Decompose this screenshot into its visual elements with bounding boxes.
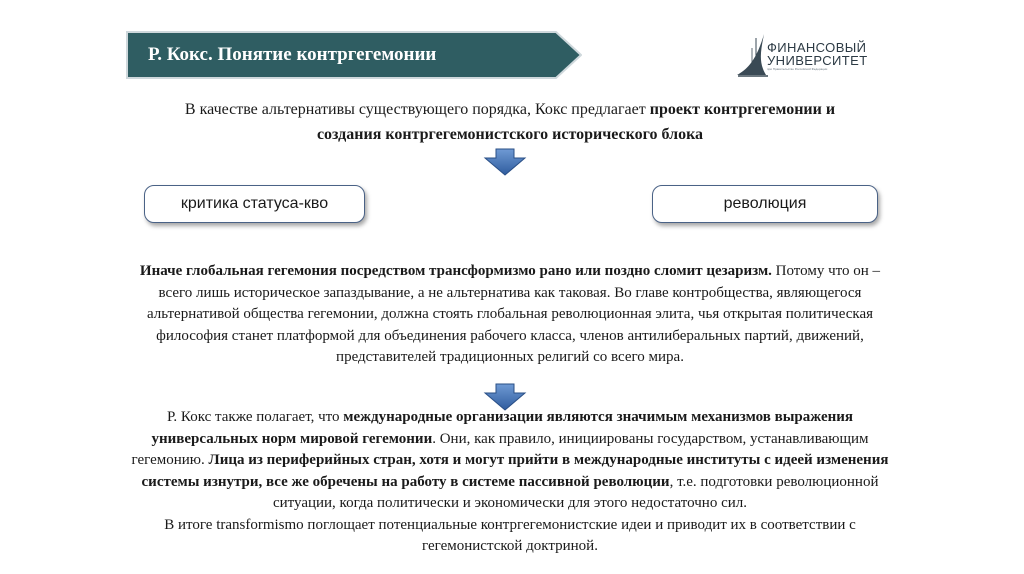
para2-bold1: международные организации являются значимым механизмов выражения универсальных норм мировой гегемонии xyxy=(151,409,854,447)
intro-bold: проект контргегемонии и создания контргегемонистского исторического блока xyxy=(316,101,836,143)
logo-text-line2: УНИВЕРСИТЕТ xyxy=(767,53,868,68)
para2-bold2: Лица из периферийных стран, хотя и могут прийти в международные институты с идеей изменения системы изнутри, все же обречены на работу в системе пассивной революции xyxy=(141,452,889,490)
university-logo xyxy=(736,32,886,78)
intro-normal: В качестве альтернативы существующего порядка, Кокс предлагает xyxy=(184,101,650,118)
paragraph-international-organizations xyxy=(130,407,890,558)
para1-normal: Потому что он – всего лишь историческое запаздывание, а не альтернатива как таковая. Во главе контробщества, являющегося альтернативой общества гегемонии, должна стоять глобальная революционная элита, чья открытая политическая философия станет платформой для объединения рабочего класса, членов антилиберальных партий, движений, представителей традиционных религий со всего мира. xyxy=(146,263,881,365)
down-arrow-icon xyxy=(483,148,527,176)
para2-text1: Р. Кокс также полагает, что xyxy=(166,409,344,425)
para2-text3: , т.е. подготовки революционной ситуации, когда политически и экономически для этого недостаточно сил. xyxy=(272,473,879,511)
logo-subtitle: при Правительстве Российской Федерации xyxy=(767,68,828,71)
para2-text2: . Они, как правило, инициированы государством, устанавливающим гегемонию. xyxy=(131,430,869,468)
para2-text4: В итоге transformismo поглощает потенциальные контргегемонистские идеи и приводит их в соответствии с гегемонистской доктриной. xyxy=(164,516,856,554)
title-banner xyxy=(126,31,582,79)
intro-text xyxy=(170,97,850,147)
logo-text-line1: ФИНАНСОВЫЙ xyxy=(767,40,867,55)
para1-bold: Иначе глобальная гегемония посредством трансформизмо рано или поздно сломит цезаризм. xyxy=(139,263,772,279)
university-logo-icon xyxy=(736,32,768,78)
slide-title: Р. Кокс. Понятие контргегемонии xyxy=(148,44,437,65)
paragraph-hegemony xyxy=(130,261,890,369)
box-status-quo-critique: критика статуса-кво xyxy=(144,185,365,223)
box-revolution: революция xyxy=(652,185,878,223)
